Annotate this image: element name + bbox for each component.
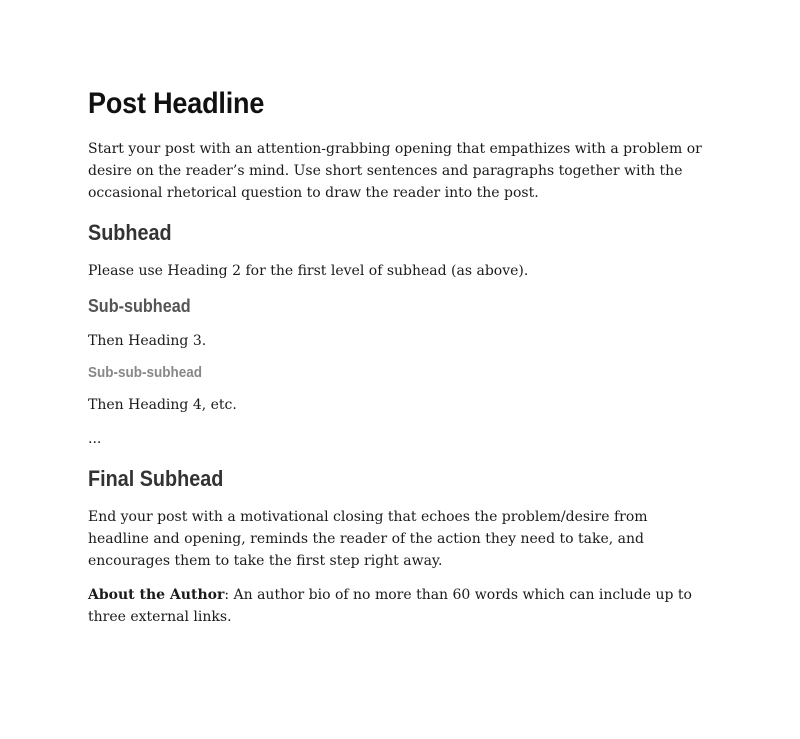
final-subhead-heading: Final Subhead (88, 465, 224, 491)
closing-paragraph: End your post with a motivational closing that echoes the problem/desire from headline and opening, reminds the reader of the action they need to take, and encourages them to take the first step right away. (88, 509, 648, 570)
subhead-note: Please use Heading 2 for the first level of subhead (as above). (88, 263, 529, 280)
sub-sub-subhead-note: Then Heading 4, etc. (88, 396, 237, 413)
ellipsis-paragraph: ... (88, 430, 102, 447)
post-headline: Post Headline (88, 87, 265, 120)
author-bio-paragraph (88, 584, 708, 628)
sub-subhead-note: Then Heading 3. (88, 332, 207, 349)
sub-subhead-heading: Sub-subhead (88, 296, 191, 317)
document-body (88, 86, 708, 640)
author-label: About the Author (88, 587, 225, 604)
intro-paragraph: Start your post with an attention-grabbing opening that empathizes with a problem or desire on the reader’s mind. Use short sentences and paragraphs together with the occasional rhetorical question to draw the reader into the post. (88, 141, 702, 201)
author-bio-text: : An author bio of no more than 60 words which can include up to three external links. (88, 587, 692, 626)
sub-sub-subhead-heading: Sub-sub-subhead (88, 363, 203, 381)
subhead-heading: Subhead (88, 220, 172, 245)
